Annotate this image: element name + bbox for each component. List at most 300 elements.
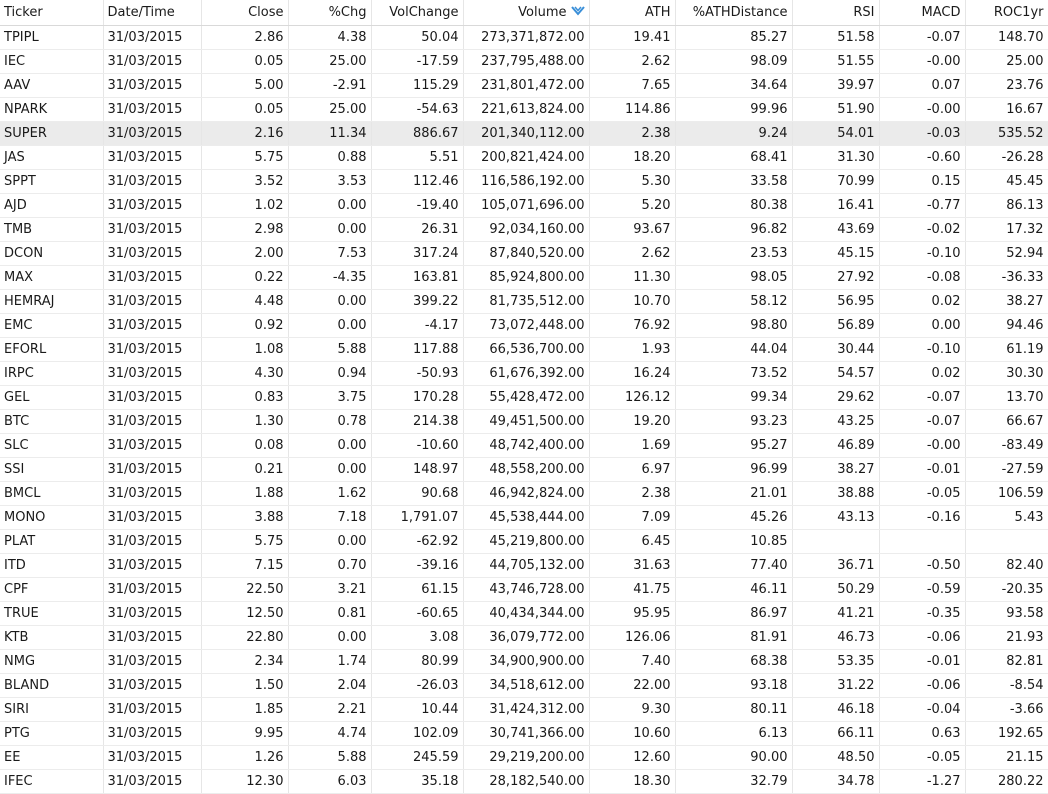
table-row[interactable] bbox=[0, 530, 1048, 554]
cell-roc1yr: 21.15 bbox=[965, 746, 1048, 770]
cell-volchange: 80.99 bbox=[371, 650, 463, 674]
cell-macd: -1.27 bbox=[879, 770, 965, 794]
cell-close: 7.15 bbox=[201, 554, 288, 578]
cell-volchange: -50.93 bbox=[371, 362, 463, 386]
cell-ticker: SIRI bbox=[0, 698, 103, 722]
cell-volchange: 61.15 bbox=[371, 578, 463, 602]
cell-chg: 0.00 bbox=[288, 626, 371, 650]
table-row[interactable] bbox=[0, 170, 1048, 194]
column-header-ath[interactable] bbox=[589, 0, 675, 26]
cell-ticker: AAV bbox=[0, 74, 103, 98]
cell-athdistance: 99.96 bbox=[675, 98, 792, 122]
cell-roc1yr: 61.19 bbox=[965, 338, 1048, 362]
cell-ath: 18.20 bbox=[589, 146, 675, 170]
cell-close: 0.08 bbox=[201, 434, 288, 458]
cell-date-time: 31/03/2015 bbox=[103, 578, 201, 602]
column-header-label: %ATHDistance bbox=[692, 5, 788, 20]
column-header-roc1yr[interactable] bbox=[965, 0, 1048, 26]
cell-macd: -0.04 bbox=[879, 698, 965, 722]
cell-volchange: 35.18 bbox=[371, 770, 463, 794]
cell-rsi: 70.99 bbox=[792, 170, 879, 194]
cell-macd: 0.15 bbox=[879, 170, 965, 194]
cell-roc1yr: 21.93 bbox=[965, 626, 1048, 650]
cell-close: 4.48 bbox=[201, 290, 288, 314]
cell-volume: 81,735,512.00 bbox=[463, 290, 589, 314]
table-row[interactable] bbox=[0, 554, 1048, 578]
cell-athdistance: 68.38 bbox=[675, 650, 792, 674]
table-row[interactable] bbox=[0, 506, 1048, 530]
column-header-ticker[interactable] bbox=[0, 0, 103, 26]
cell-athdistance: 93.23 bbox=[675, 410, 792, 434]
cell-volume: 43,746,728.00 bbox=[463, 578, 589, 602]
cell-chg: 1.62 bbox=[288, 482, 371, 506]
cell-close: 1.26 bbox=[201, 746, 288, 770]
cell-macd: -0.06 bbox=[879, 674, 965, 698]
cell-volchange: 245.59 bbox=[371, 746, 463, 770]
cell-roc1yr: 94.46 bbox=[965, 314, 1048, 338]
cell-close: 12.30 bbox=[201, 770, 288, 794]
cell-date-time: 31/03/2015 bbox=[103, 770, 201, 794]
cell-date-time: 31/03/2015 bbox=[103, 266, 201, 290]
cell-rsi: 51.58 bbox=[792, 26, 879, 50]
cell-close: 5.75 bbox=[201, 530, 288, 554]
cell-ath: 22.00 bbox=[589, 674, 675, 698]
cell-ath: 2.38 bbox=[589, 482, 675, 506]
cell-chg: 3.75 bbox=[288, 386, 371, 410]
cell-chg: 11.34 bbox=[288, 122, 371, 146]
cell-date-time: 31/03/2015 bbox=[103, 362, 201, 386]
table-row[interactable] bbox=[0, 314, 1048, 338]
table-row[interactable] bbox=[0, 602, 1048, 626]
cell-date-time: 31/03/2015 bbox=[103, 554, 201, 578]
cell-macd: 0.63 bbox=[879, 722, 965, 746]
cell-rsi: 51.55 bbox=[792, 50, 879, 74]
table-row[interactable] bbox=[0, 266, 1048, 290]
cell-chg: 0.81 bbox=[288, 602, 371, 626]
cell-athdistance: 73.52 bbox=[675, 362, 792, 386]
cell-roc1yr: 13.70 bbox=[965, 386, 1048, 410]
cell-date-time: 31/03/2015 bbox=[103, 434, 201, 458]
cell-date-time: 31/03/2015 bbox=[103, 626, 201, 650]
cell-ath: 126.06 bbox=[589, 626, 675, 650]
column-header-label: Ticker bbox=[4, 5, 43, 20]
cell-chg: 0.94 bbox=[288, 362, 371, 386]
cell-roc1yr: 280.22 bbox=[965, 770, 1048, 794]
cell-roc1yr: 82.81 bbox=[965, 650, 1048, 674]
cell-chg: 0.00 bbox=[288, 434, 371, 458]
table-row[interactable] bbox=[0, 434, 1048, 458]
cell-rsi: 29.62 bbox=[792, 386, 879, 410]
cell-volume: 45,538,444.00 bbox=[463, 506, 589, 530]
cell-date-time: 31/03/2015 bbox=[103, 26, 201, 50]
table-row[interactable] bbox=[0, 698, 1048, 722]
cell-ath: 126.12 bbox=[589, 386, 675, 410]
cell-date-time: 31/03/2015 bbox=[103, 602, 201, 626]
cell-roc1yr: 45.45 bbox=[965, 170, 1048, 194]
cell-ath: 2.62 bbox=[589, 242, 675, 266]
cell-athdistance: 44.04 bbox=[675, 338, 792, 362]
cell-rsi: 54.01 bbox=[792, 122, 879, 146]
cell-rsi: 31.30 bbox=[792, 146, 879, 170]
cell-macd: -0.59 bbox=[879, 578, 965, 602]
cell-date-time: 31/03/2015 bbox=[103, 290, 201, 314]
table-row[interactable] bbox=[0, 650, 1048, 674]
cell-roc1yr: 52.94 bbox=[965, 242, 1048, 266]
table-row[interactable] bbox=[0, 146, 1048, 170]
table-row[interactable] bbox=[0, 50, 1048, 74]
cell-roc1yr: -36.33 bbox=[965, 266, 1048, 290]
cell-ath: 1.69 bbox=[589, 434, 675, 458]
column-header-rsi[interactable] bbox=[792, 0, 879, 26]
cell-chg: 4.74 bbox=[288, 722, 371, 746]
cell-chg: 2.04 bbox=[288, 674, 371, 698]
cell-athdistance: 98.80 bbox=[675, 314, 792, 338]
cell-roc1yr: 86.13 bbox=[965, 194, 1048, 218]
cell-volchange: 26.31 bbox=[371, 218, 463, 242]
column-header-volchange[interactable] bbox=[371, 0, 463, 26]
cell-roc1yr: 30.30 bbox=[965, 362, 1048, 386]
cell-athdistance: 46.11 bbox=[675, 578, 792, 602]
cell-ticker: IEC bbox=[0, 50, 103, 74]
cell-chg: 7.18 bbox=[288, 506, 371, 530]
cell-volchange: 112.46 bbox=[371, 170, 463, 194]
cell-athdistance: 9.24 bbox=[675, 122, 792, 146]
cell-ath: 95.95 bbox=[589, 602, 675, 626]
table-row[interactable] bbox=[0, 26, 1048, 50]
cell-ath: 10.60 bbox=[589, 722, 675, 746]
table-row[interactable] bbox=[0, 410, 1048, 434]
cell-volume: 105,071,696.00 bbox=[463, 194, 589, 218]
cell-date-time: 31/03/2015 bbox=[103, 194, 201, 218]
cell-athdistance: 98.09 bbox=[675, 50, 792, 74]
cell-athdistance: 23.53 bbox=[675, 242, 792, 266]
cell-chg: 2.21 bbox=[288, 698, 371, 722]
cell-close: 2.86 bbox=[201, 26, 288, 50]
cell-volume: 66,536,700.00 bbox=[463, 338, 589, 362]
cell-date-time: 31/03/2015 bbox=[103, 506, 201, 530]
cell-roc1yr: 38.27 bbox=[965, 290, 1048, 314]
cell-ticker: TMB bbox=[0, 218, 103, 242]
table-row[interactable] bbox=[0, 194, 1048, 218]
table-row[interactable] bbox=[0, 674, 1048, 698]
cell-date-time: 31/03/2015 bbox=[103, 722, 201, 746]
cell-rsi: 39.97 bbox=[792, 74, 879, 98]
cell-volume: 36,079,772.00 bbox=[463, 626, 589, 650]
cell-ath: 93.67 bbox=[589, 218, 675, 242]
cell-ath: 6.97 bbox=[589, 458, 675, 482]
table-row[interactable] bbox=[0, 362, 1048, 386]
table-row[interactable] bbox=[0, 290, 1048, 314]
cell-ath: 2.62 bbox=[589, 50, 675, 74]
cell-date-time: 31/03/2015 bbox=[103, 746, 201, 770]
cell-date-time: 31/03/2015 bbox=[103, 122, 201, 146]
cell-athdistance: 32.79 bbox=[675, 770, 792, 794]
cell-close: 2.98 bbox=[201, 218, 288, 242]
cell-roc1yr: 17.32 bbox=[965, 218, 1048, 242]
table-row[interactable] bbox=[0, 338, 1048, 362]
cell-ath: 7.40 bbox=[589, 650, 675, 674]
table-body bbox=[0, 26, 1048, 794]
cell-close: 0.05 bbox=[201, 50, 288, 74]
column-header-volume[interactable] bbox=[463, 0, 589, 26]
cell-volume: 34,900,900.00 bbox=[463, 650, 589, 674]
cell-athdistance: 95.27 bbox=[675, 434, 792, 458]
cell-rsi: 34.78 bbox=[792, 770, 879, 794]
cell-chg: 25.00 bbox=[288, 50, 371, 74]
cell-athdistance: 33.58 bbox=[675, 170, 792, 194]
cell-rsi bbox=[792, 530, 879, 554]
cell-close: 1.02 bbox=[201, 194, 288, 218]
cell-macd: -0.08 bbox=[879, 266, 965, 290]
table-row[interactable] bbox=[0, 482, 1048, 506]
cell-volchange: -4.17 bbox=[371, 314, 463, 338]
cell-volchange: -39.16 bbox=[371, 554, 463, 578]
cell-volume: 201,340,112.00 bbox=[463, 122, 589, 146]
cell-rsi: 43.25 bbox=[792, 410, 879, 434]
cell-athdistance: 96.82 bbox=[675, 218, 792, 242]
cell-close: 2.00 bbox=[201, 242, 288, 266]
cell-athdistance: 58.12 bbox=[675, 290, 792, 314]
cell-roc1yr: 192.65 bbox=[965, 722, 1048, 746]
table-row[interactable] bbox=[0, 122, 1048, 146]
cell-ath: 6.45 bbox=[589, 530, 675, 554]
cell-volume: 200,821,424.00 bbox=[463, 146, 589, 170]
cell-volchange: 170.28 bbox=[371, 386, 463, 410]
cell-volchange: 148.97 bbox=[371, 458, 463, 482]
cell-athdistance: 90.00 bbox=[675, 746, 792, 770]
cell-athdistance: 96.99 bbox=[675, 458, 792, 482]
table-row[interactable] bbox=[0, 746, 1048, 770]
cell-ticker: TRUE bbox=[0, 602, 103, 626]
cell-chg: 5.88 bbox=[288, 338, 371, 362]
cell-athdistance: 10.85 bbox=[675, 530, 792, 554]
cell-athdistance: 98.05 bbox=[675, 266, 792, 290]
cell-volume: 30,741,366.00 bbox=[463, 722, 589, 746]
cell-volume: 31,424,312.00 bbox=[463, 698, 589, 722]
cell-ticker: SLC bbox=[0, 434, 103, 458]
cell-close: 5.00 bbox=[201, 74, 288, 98]
cell-date-time: 31/03/2015 bbox=[103, 674, 201, 698]
cell-volume: 73,072,448.00 bbox=[463, 314, 589, 338]
cell-roc1yr: 93.58 bbox=[965, 602, 1048, 626]
cell-volchange: 90.68 bbox=[371, 482, 463, 506]
cell-chg: 5.88 bbox=[288, 746, 371, 770]
cell-athdistance: 86.97 bbox=[675, 602, 792, 626]
cell-date-time: 31/03/2015 bbox=[103, 650, 201, 674]
table-row[interactable] bbox=[0, 242, 1048, 266]
table-row[interactable] bbox=[0, 578, 1048, 602]
cell-volume: 46,942,824.00 bbox=[463, 482, 589, 506]
cell-macd: 0.07 bbox=[879, 74, 965, 98]
cell-macd: -0.10 bbox=[879, 242, 965, 266]
cell-volchange: 102.09 bbox=[371, 722, 463, 746]
table-row[interactable] bbox=[0, 626, 1048, 650]
table-row[interactable] bbox=[0, 458, 1048, 482]
table-row[interactable] bbox=[0, 74, 1048, 98]
table-row[interactable] bbox=[0, 98, 1048, 122]
cell-ath: 31.63 bbox=[589, 554, 675, 578]
cell-athdistance: 77.40 bbox=[675, 554, 792, 578]
table-row[interactable] bbox=[0, 770, 1048, 794]
cell-close: 0.22 bbox=[201, 266, 288, 290]
cell-close: 9.95 bbox=[201, 722, 288, 746]
cell-ticker: PTG bbox=[0, 722, 103, 746]
cell-macd: -0.00 bbox=[879, 50, 965, 74]
cell-chg: 1.74 bbox=[288, 650, 371, 674]
cell-ticker: DCON bbox=[0, 242, 103, 266]
cell-chg: 3.21 bbox=[288, 578, 371, 602]
cell-close: 0.83 bbox=[201, 386, 288, 410]
cell-date-time: 31/03/2015 bbox=[103, 482, 201, 506]
cell-close: 4.30 bbox=[201, 362, 288, 386]
cell-ath: 2.38 bbox=[589, 122, 675, 146]
cell-macd: -0.07 bbox=[879, 26, 965, 50]
cell-chg: 0.88 bbox=[288, 146, 371, 170]
cell-close: 0.92 bbox=[201, 314, 288, 338]
cell-chg: 0.00 bbox=[288, 530, 371, 554]
column-header-athdistance[interactable] bbox=[675, 0, 792, 26]
cell-roc1yr: 535.52 bbox=[965, 122, 1048, 146]
cell-ticker: HEMRAJ bbox=[0, 290, 103, 314]
cell-macd: -0.00 bbox=[879, 98, 965, 122]
cell-date-time: 31/03/2015 bbox=[103, 386, 201, 410]
cell-ath: 18.30 bbox=[589, 770, 675, 794]
cell-chg: 7.53 bbox=[288, 242, 371, 266]
cell-athdistance: 80.38 bbox=[675, 194, 792, 218]
cell-close: 3.52 bbox=[201, 170, 288, 194]
column-header-label: %Chg bbox=[328, 5, 367, 20]
cell-rsi: 48.50 bbox=[792, 746, 879, 770]
cell-close: 1.50 bbox=[201, 674, 288, 698]
cell-ticker: AJD bbox=[0, 194, 103, 218]
cell-volchange: -10.60 bbox=[371, 434, 463, 458]
cell-volume: 221,613,824.00 bbox=[463, 98, 589, 122]
cell-rsi: 46.18 bbox=[792, 698, 879, 722]
cell-close: 2.16 bbox=[201, 122, 288, 146]
cell-ath: 7.09 bbox=[589, 506, 675, 530]
cell-athdistance: 6.13 bbox=[675, 722, 792, 746]
cell-volume: 29,219,200.00 bbox=[463, 746, 589, 770]
cell-rsi: 53.35 bbox=[792, 650, 879, 674]
cell-volchange: 5.51 bbox=[371, 146, 463, 170]
cell-volchange: -54.63 bbox=[371, 98, 463, 122]
column-header-label: VolChange bbox=[389, 5, 459, 20]
cell-chg: -2.91 bbox=[288, 74, 371, 98]
cell-ticker: TPIPL bbox=[0, 26, 103, 50]
cell-roc1yr: 106.59 bbox=[965, 482, 1048, 506]
table-header bbox=[0, 0, 1048, 26]
cell-ticker: SPPT bbox=[0, 170, 103, 194]
column-header-macd[interactable] bbox=[879, 0, 965, 26]
cell-ath: 1.93 bbox=[589, 338, 675, 362]
cell-ticker: SUPER bbox=[0, 122, 103, 146]
cell-volume: 116,586,192.00 bbox=[463, 170, 589, 194]
column-header-label: Volume bbox=[518, 5, 567, 20]
cell-ticker: KTB bbox=[0, 626, 103, 650]
cell-date-time: 31/03/2015 bbox=[103, 410, 201, 434]
cell-ath: 19.41 bbox=[589, 26, 675, 50]
column-header-chg[interactable] bbox=[288, 0, 371, 26]
cell-volchange: 163.81 bbox=[371, 266, 463, 290]
cell-close: 1.08 bbox=[201, 338, 288, 362]
cell-chg: 0.70 bbox=[288, 554, 371, 578]
cell-chg: 0.00 bbox=[288, 290, 371, 314]
cell-macd: -0.10 bbox=[879, 338, 965, 362]
column-header-label: Close bbox=[248, 5, 284, 20]
cell-close: 0.05 bbox=[201, 98, 288, 122]
cell-volchange: 10.44 bbox=[371, 698, 463, 722]
cell-macd: -0.01 bbox=[879, 650, 965, 674]
cell-volchange: 115.29 bbox=[371, 74, 463, 98]
cell-ticker: IFEC bbox=[0, 770, 103, 794]
sort-descending-icon[interactable] bbox=[571, 5, 585, 17]
cell-macd: -0.05 bbox=[879, 746, 965, 770]
cell-ath: 11.30 bbox=[589, 266, 675, 290]
cell-volchange: -19.40 bbox=[371, 194, 463, 218]
cell-athdistance: 81.91 bbox=[675, 626, 792, 650]
cell-close: 1.88 bbox=[201, 482, 288, 506]
cell-date-time: 31/03/2015 bbox=[103, 146, 201, 170]
cell-date-time: 31/03/2015 bbox=[103, 458, 201, 482]
cell-roc1yr: -20.35 bbox=[965, 578, 1048, 602]
column-header-close[interactable] bbox=[201, 0, 288, 26]
cell-roc1yr: -83.49 bbox=[965, 434, 1048, 458]
cell-athdistance: 21.01 bbox=[675, 482, 792, 506]
table-row[interactable] bbox=[0, 386, 1048, 410]
cell-chg: 4.38 bbox=[288, 26, 371, 50]
cell-roc1yr: 82.40 bbox=[965, 554, 1048, 578]
column-header-label: Date/Time bbox=[107, 5, 175, 20]
cell-rsi: 36.71 bbox=[792, 554, 879, 578]
cell-volchange: 1,791.07 bbox=[371, 506, 463, 530]
cell-chg: -4.35 bbox=[288, 266, 371, 290]
cell-athdistance: 99.34 bbox=[675, 386, 792, 410]
column-header-date-time[interactable] bbox=[103, 0, 201, 26]
cell-macd: -0.01 bbox=[879, 458, 965, 482]
cell-chg: 0.00 bbox=[288, 194, 371, 218]
cell-close: 1.30 bbox=[201, 410, 288, 434]
cell-macd: -0.77 bbox=[879, 194, 965, 218]
cell-volchange: 50.04 bbox=[371, 26, 463, 50]
cell-chg: 0.78 bbox=[288, 410, 371, 434]
table-row[interactable] bbox=[0, 722, 1048, 746]
column-header-label: ATH bbox=[644, 5, 671, 20]
cell-volume: 44,705,132.00 bbox=[463, 554, 589, 578]
cell-volume: 40,434,344.00 bbox=[463, 602, 589, 626]
cell-close: 0.21 bbox=[201, 458, 288, 482]
cell-date-time: 31/03/2015 bbox=[103, 698, 201, 722]
cell-ath: 12.60 bbox=[589, 746, 675, 770]
cell-ticker: JAS bbox=[0, 146, 103, 170]
cell-volchange: 3.08 bbox=[371, 626, 463, 650]
table-row[interactable] bbox=[0, 218, 1048, 242]
cell-chg: 0.00 bbox=[288, 458, 371, 482]
cell-ticker: IRPC bbox=[0, 362, 103, 386]
cell-macd: -0.03 bbox=[879, 122, 965, 146]
cell-roc1yr: 16.67 bbox=[965, 98, 1048, 122]
cell-ath: 76.92 bbox=[589, 314, 675, 338]
column-header-label: MACD bbox=[921, 5, 961, 20]
cell-volchange: -60.65 bbox=[371, 602, 463, 626]
cell-rsi: 46.89 bbox=[792, 434, 879, 458]
cell-volume: 49,451,500.00 bbox=[463, 410, 589, 434]
cell-macd: 0.00 bbox=[879, 314, 965, 338]
cell-roc1yr: 25.00 bbox=[965, 50, 1048, 74]
cell-close: 22.80 bbox=[201, 626, 288, 650]
cell-volume: 85,924,800.00 bbox=[463, 266, 589, 290]
cell-ath: 9.30 bbox=[589, 698, 675, 722]
cell-macd: -0.35 bbox=[879, 602, 965, 626]
